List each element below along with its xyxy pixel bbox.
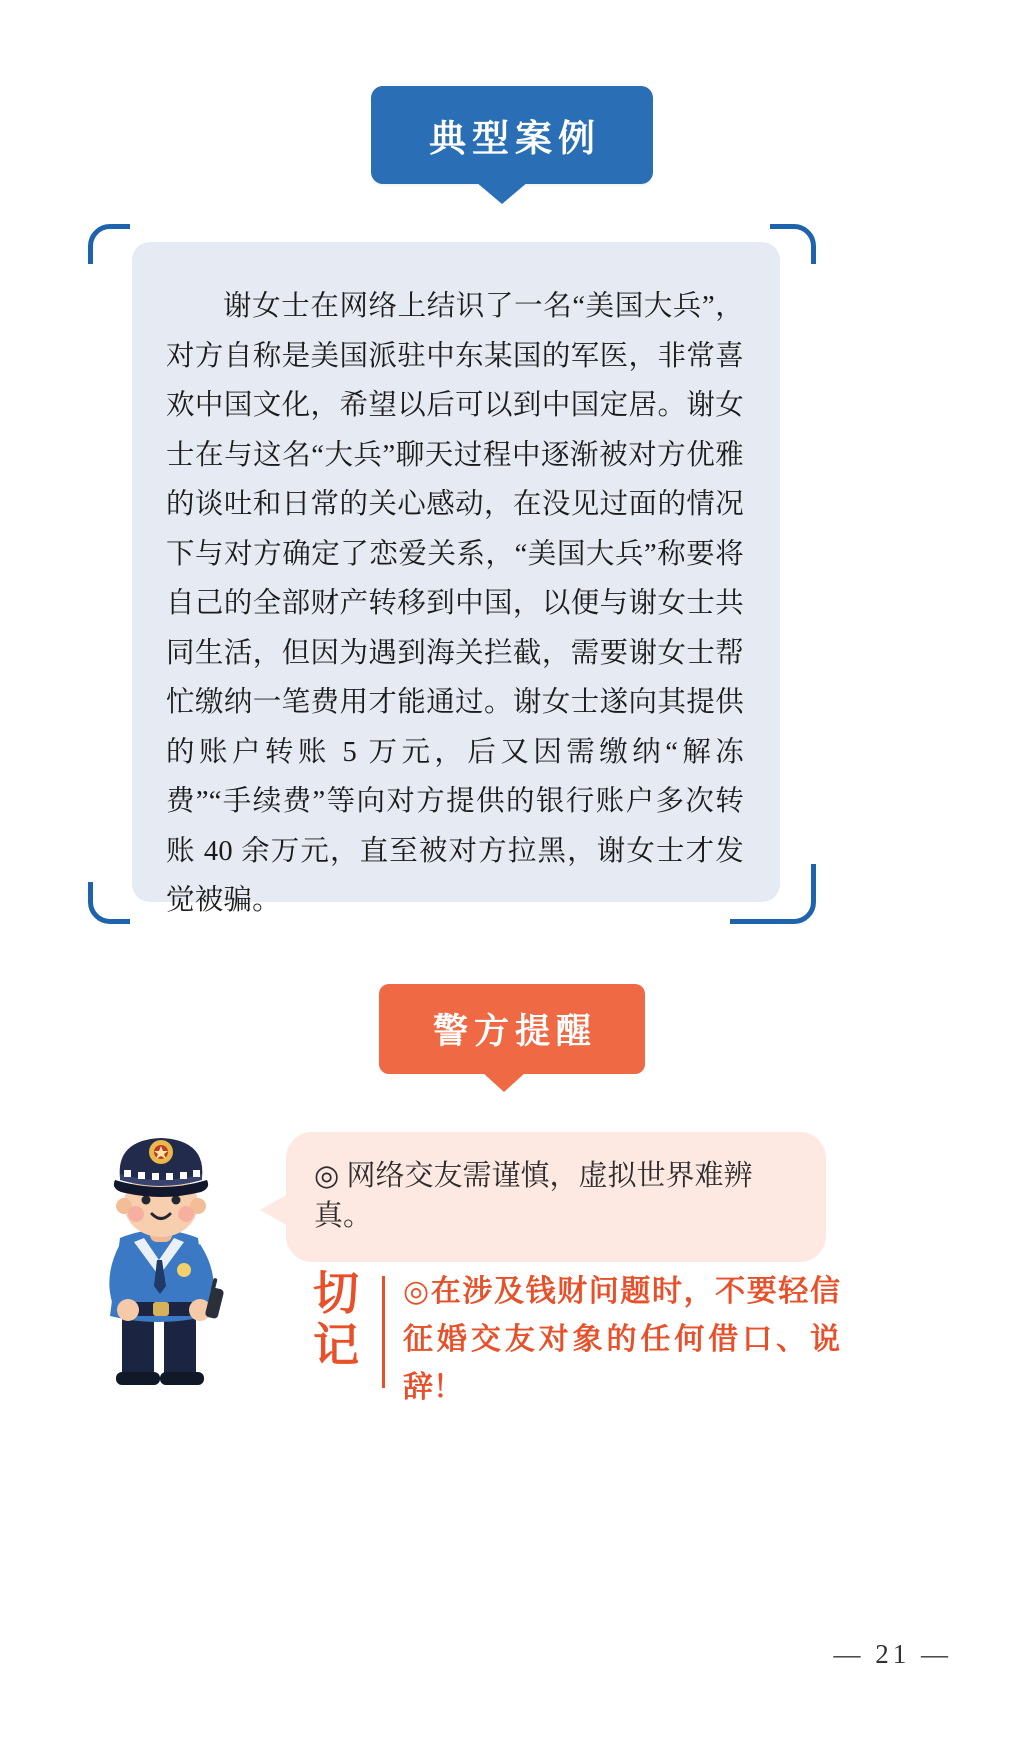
police-tip-heading-container — [0, 984, 1024, 1074]
police-tip-heading-pill: 警方提醒 — [379, 984, 645, 1074]
case-body-text: 谢女士在网络上结识了一名“美国大兵”，对方自称是美国派驻中东某国的军医，非常喜欢中国文化，希望以后可以到中国定居。谢女士在与这名“大兵”聊天过程中逐渐被对方优雅的谈吐和日常的关心感动，在没见过面的情况下与对方确定了恋爱关系，“美国大兵”称要将自己的全部财产转移到中国，以便与谢女士共同生活，但因为遇到海关拦截，需要谢女士帮忙缴纳一笔费用才能通过。谢女士遂向其提供的账户转账 5 万元，后又因需缴纳“解冻费”“手续费”等向对方提供的银行账户多次转账 40 余万元，直至被对方拉黑，谢女士才发觉被骗。 — [166, 291, 744, 916]
case-border-mask-top — [130, 218, 770, 232]
remember-divider — [382, 1276, 385, 1388]
case-border-mask-left — [82, 264, 96, 882]
case-heading-pill: 典型案例 — [371, 86, 653, 184]
case-text-panel — [132, 242, 780, 916]
police-tip-bubble — [286, 1132, 826, 1262]
case-box — [88, 224, 816, 924]
remember-text: ◎在涉及钱财问题时，不要轻信征婚交友对象的任何借口、说辞！ — [403, 1275, 840, 1404]
remember-label: 切记 — [313, 1268, 359, 1371]
remember-block — [300, 1268, 840, 1412]
police-officer-illustration — [60, 1120, 275, 1390]
case-heading-container — [0, 86, 1024, 184]
case-border-mask-right — [808, 264, 822, 864]
police-tip-bubble-text: ◎ 网络交友需谨慎，虚拟世界难辨真。 — [314, 1160, 753, 1232]
page-number: — 21 — — [833, 1639, 952, 1669]
